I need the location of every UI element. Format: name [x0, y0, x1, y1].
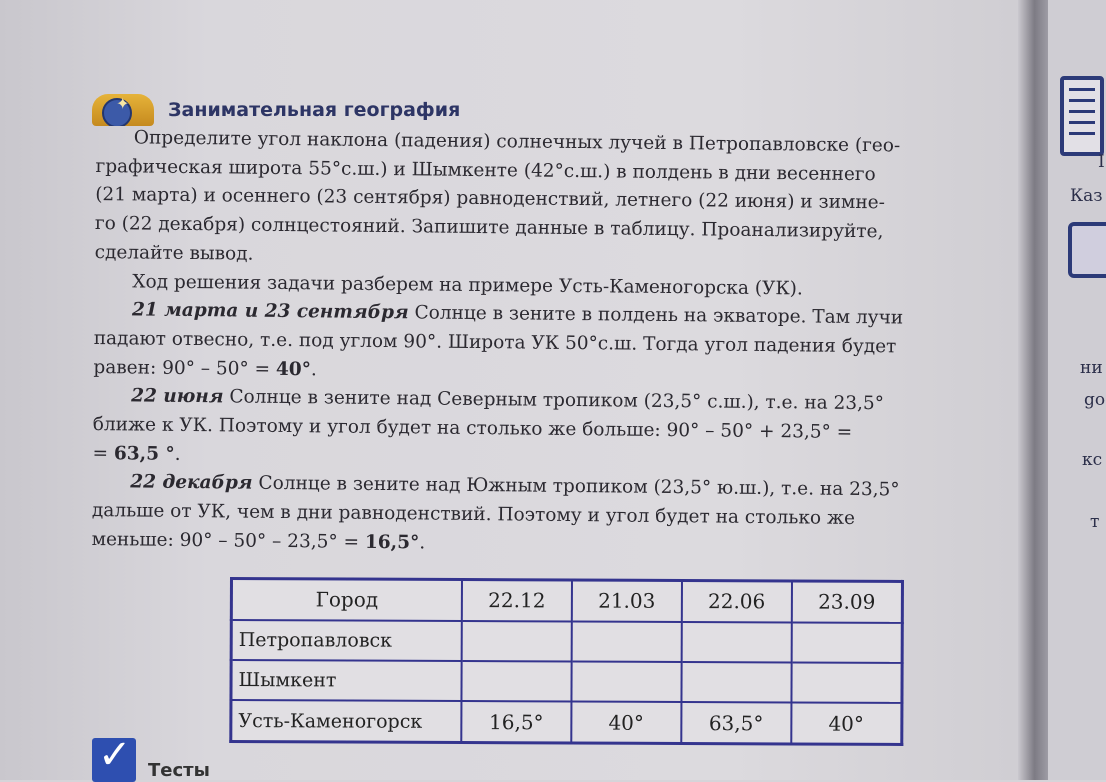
- table-row: [231, 660, 902, 703]
- table-cell-city: Шымкент: [231, 660, 462, 701]
- next-page-fragment: кс: [1082, 450, 1103, 470]
- section-title: Занимательная география: [168, 99, 461, 121]
- tests-label: Тесты: [148, 760, 210, 781]
- table-cell: [571, 661, 681, 702]
- section-header: [92, 92, 460, 128]
- table-cell: [461, 661, 571, 702]
- table-cell: [681, 662, 791, 703]
- next-page-fragment: т: [1090, 512, 1100, 532]
- table-row: [231, 620, 902, 663]
- next-page-fragment: ни: [1080, 358, 1103, 378]
- table-cell: [681, 621, 791, 662]
- table-header-row: [231, 579, 902, 623]
- next-page-fragment: I: [1098, 152, 1105, 172]
- table-header-cell: Город: [231, 579, 462, 621]
- table-cell: 40°: [571, 702, 681, 744]
- table-cell: 63,5°: [681, 702, 791, 744]
- table-cell: [791, 622, 902, 663]
- globe-logo-icon: ✦: [92, 94, 154, 126]
- paragraph-equinox: 21 марта и 23 сентября Солнце в зените в полдень на экваторе. Там лучи падают отвесно, т.е. под углом 90°. Широта УК 50°с.ш. Тогда угол падения будет равен: 90° – 50° = 40°.: [93, 299, 904, 380]
- table-cell: [462, 621, 572, 662]
- angle-table: [229, 577, 904, 746]
- paragraph-method: Ход решения задачи разберем на примере Усть-Каменогорска (УК).: [132, 270, 803, 299]
- table-cell: [791, 662, 902, 703]
- table-cell-city: Усть-Каменогорск: [231, 700, 462, 742]
- table-cell: [572, 621, 682, 662]
- next-page-fragment: go: [1084, 390, 1106, 410]
- checkmark-icon: ✓: [92, 738, 136, 782]
- table-header-cell: 21.03: [572, 580, 682, 621]
- paragraph-task: Определите угол наклона (падения) солнечных лучей в Петропавловске (гео- графическая широта 55°с.ш.) и Шымкенте (42°с.ш.) в полдень в дни весеннего (21 марта) и осеннего (23 сентября) равноденствий, летнего (22 июня) и зимне- го (22 декабря) солнцестояний. Запишите данные в таблицу. Проанализируйте, сделайте вывод.: [94, 127, 901, 265]
- paragraph-winter-solstice: 22 декабря Солнце в зените над Южным тропиком (23,5° ю.ш.), т.е. на 23,5° дальше от УК, чем в дни равноденствий. Поэтому и угол будет на столько же меньше: 90° – 50° – 23,5° = 16,5°.: [91, 471, 900, 554]
- task-text: [91, 124, 1035, 564]
- table-row: [231, 700, 902, 744]
- book-icon: [1068, 222, 1106, 278]
- table-cell: 16,5°: [461, 701, 571, 743]
- paragraph-summer-solstice: 22 июня Солнце в зените над Северным тропиком (23,5° с.ш.), т.е. на 23,5° ближе к УК. Поэтому и угол будет на столько же больше: 90° – 50° + 23,5° = = 63,5 °.: [92, 385, 885, 465]
- document-icon: [1060, 76, 1104, 156]
- table-header-cell: 23.09: [792, 581, 903, 622]
- next-page-fragment: Каз: [1070, 186, 1103, 206]
- table-cell: 40°: [791, 703, 902, 745]
- table-header-cell: 22.06: [682, 580, 792, 621]
- table-cell-city: Петропавловск: [231, 620, 462, 661]
- table-header-cell: 22.12: [462, 580, 572, 621]
